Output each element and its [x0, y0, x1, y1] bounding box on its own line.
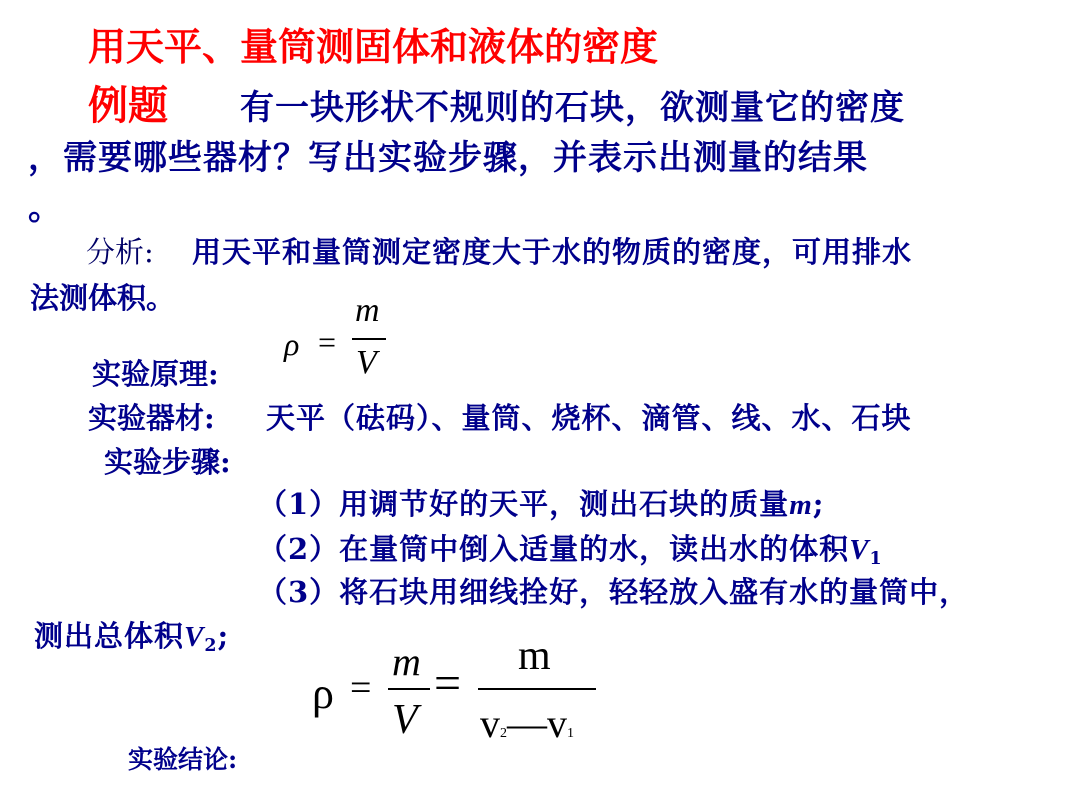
step-3-line1: （3）将石块用细线拴好，轻轻放入盛有水的量筒中， [258, 575, 970, 609]
step-1-text: （1）用调节好的天平，测出石块的质量 [258, 487, 790, 521]
result-fraction-bar-2 [478, 688, 596, 690]
principle-numerator: m [355, 292, 380, 329]
example-label: 例题 [88, 82, 168, 129]
principle-equals: = [318, 324, 337, 360]
result-denominator-1: V [392, 697, 418, 743]
result-denominator-2 [480, 700, 574, 747]
result-v1: v [547, 701, 567, 746]
principle-label: 实验原理: [92, 357, 219, 391]
example-text-line1: 有一块形状不规则的石块，欲测量它的密度 [240, 88, 905, 128]
example-text-line2: ，需要哪些器材？写出实验步骤，并表示出测量的结果 [28, 138, 868, 178]
result-rho: ρ [312, 669, 334, 718]
step-2 [258, 527, 883, 569]
equipment-text: 天平（砝码）、量筒、烧杯、滴管、线、水、石块 [266, 401, 912, 435]
result-minus: — [507, 701, 547, 746]
analysis-text-line1: 用天平和量筒测定密度大于水的物质的密度，可用排水 [192, 235, 913, 269]
step-1-end: ; [812, 487, 825, 521]
result-v1-sub: 1 [567, 726, 574, 741]
result-numerator-1: m [392, 639, 421, 684]
step-2-var: V [849, 534, 870, 566]
result-fraction-bar-1 [388, 688, 430, 690]
step-2-text: （2）在量筒中倒入适量的水，读出水的体积 [258, 532, 850, 566]
steps-label: 实验步骤: [104, 445, 231, 479]
principle-denominator: V [356, 344, 377, 381]
step-3-line2 [34, 614, 229, 656]
result-numerator-2: m [518, 633, 551, 679]
step-3-sub: 2 [204, 636, 218, 657]
step-1-var: m [789, 489, 813, 521]
conclusion-label: 实验结论: [128, 745, 238, 774]
result-equals-2: = [434, 657, 462, 710]
step-2-sub: 1 [869, 549, 883, 570]
step-1 [258, 482, 824, 523]
result-v2: v [480, 701, 500, 746]
step-3-var: V [184, 621, 205, 653]
analysis-text-line2: 法测体积。 [30, 281, 176, 315]
principle-fraction-bar [352, 338, 386, 340]
result-equals-1: = [350, 667, 372, 709]
example-text-line3: 。 [28, 188, 62, 228]
page-title: 用天平、量筒测固体和液体的密度 [88, 24, 659, 69]
step-3-text: 测出总体积 [34, 619, 185, 653]
step-3-end: ; [217, 619, 230, 653]
equipment-label: 实验器材: [88, 401, 215, 435]
result-v2-sub: 2 [500, 726, 507, 741]
principle-rho: ρ [284, 326, 300, 362]
analysis-label: 分析: [86, 235, 154, 269]
